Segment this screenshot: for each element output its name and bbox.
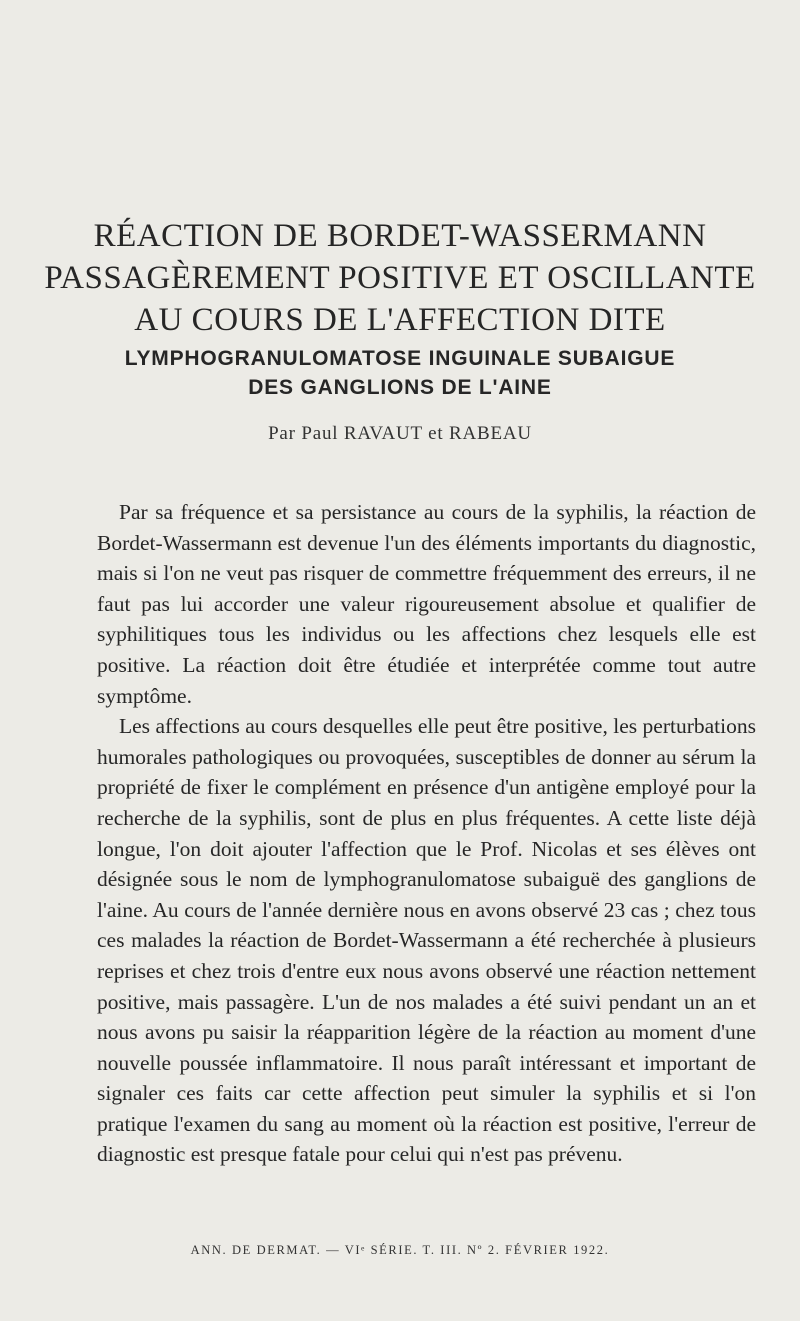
article-title-line-3: AU COURS DE L'AFFECTION DITE (134, 302, 666, 338)
body-paragraph-1: Par sa fréquence et sa persistance au cours de la syphilis, la réaction de Bordet-Wassermann est devenue l'un des éléments importants du diagnostic, mais si l'on ne veut pas risquer de commettre fréquemment des erreurs, il ne faut pas lui accorder une valeur rigoureusement absolue et qualifier de syphilitiques tous les individus ou les affections chez lesquels elle est positive. La réaction doit être étudiée et interprétée comme tout autre symptôme. (97, 500, 756, 708)
article-body (97, 497, 756, 1170)
journal-footer: ANN. DE DERMAT. — VIᵉ SÉRIE. T. III. Nº 2. FÉVRIER 1922. (190, 1243, 610, 1257)
article-heading (0, 215, 800, 402)
article-subtitle-line-1: LYMPHOGRANULOMATOSE INGUINALE SUBAIGUE (124, 347, 676, 370)
article-title-line-1: RÉACTION DE BORDET-WASSERMANN (93, 218, 707, 254)
article-subtitle-line-2: DES GANGLIONS DE L'AINE (248, 376, 552, 399)
article-title-line-2: PASSAGÈREMENT POSITIVE ET OSCILLANTE (44, 260, 756, 296)
body-paragraph-2: Les affections au cours desquelles elle peut être positive, les perturbations humorales pathologiques ou provoquées, susceptibles de donner au sérum la propriété de fixer le complément en présence d'un antigène employé pour la recherche de la syphilis, sont de plus en plus fréquentes. A cette liste déjà longue, l'on doit ajouter l'affection que le Prof. Nicolas et ses élèves ont désignée sous le nom de lymphogranulomatose subaiguë des ganglions de l'aine. Au cours de l'année dernière nous en avons observé 23 cas ; chez tous ces malades la réaction de Bordet-Wassermann a été recherchée à plusieurs reprises et chez trois d'entre eux nous avons observé une réaction nettement positive, mais passagère. L'un de nos malades a été suivi pendant un an et nous avons pu saisir la réapparition légère de la réaction au moment d'une nouvelle poussée inflammatoire. Il nous paraît intéressant et important de signaler ces faits car cette affection peut simuler la syphilis et si l'on pratique l'examen du sang au moment où la réaction est positive, l'erreur de diagnostic est presque fatale pour celui qui n'est pas prévenu. (97, 714, 756, 1167)
article-authors: Par Paul RAVAUT et RABEAU (268, 423, 532, 444)
